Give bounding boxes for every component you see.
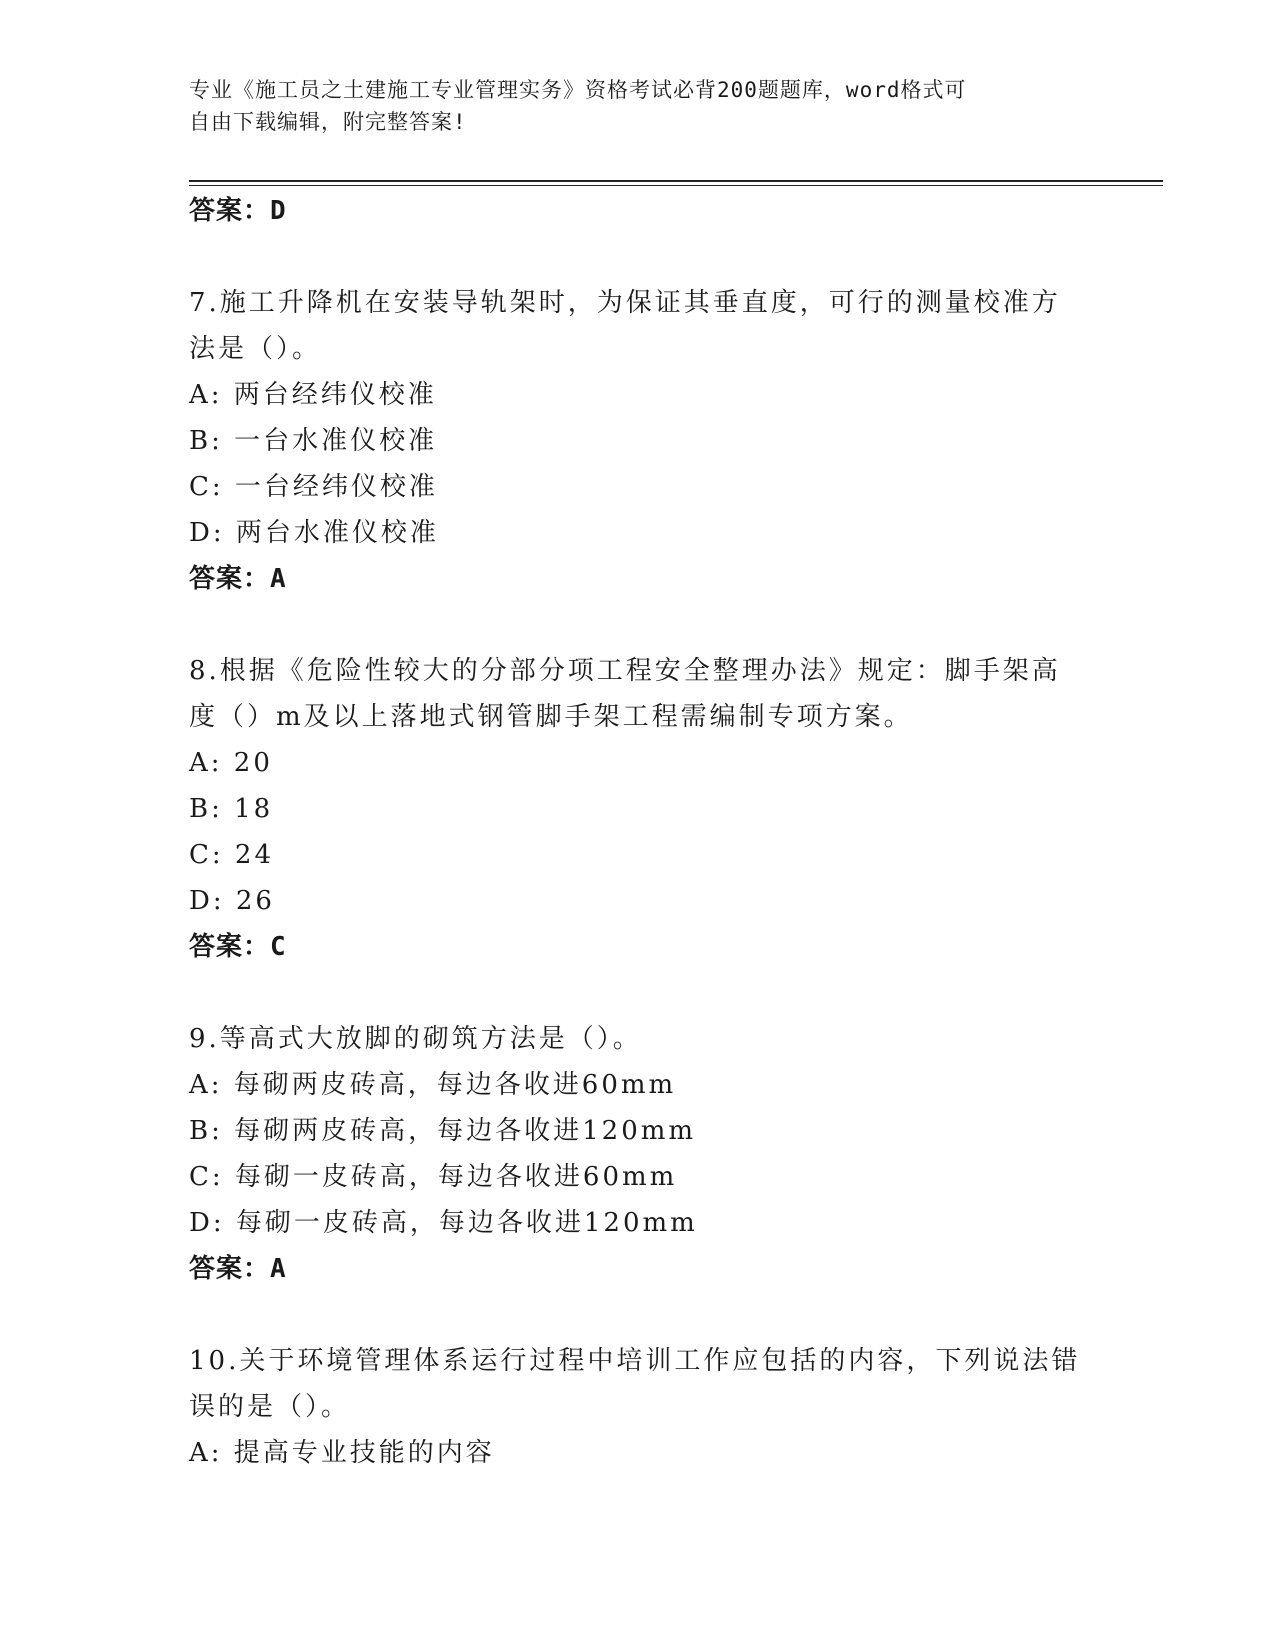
option-a: A: 每砌两皮砖高，每边各收进60mm [189,1070,677,1100]
option-b: B: 每砌两皮砖高，每边各收进120mm [189,1116,697,1146]
question-7 [189,280,1089,602]
question-list [189,188,1089,1476]
option-a: A: 20 [189,748,273,778]
header-line-2: 自由下载编辑，附完整答案! [189,110,467,134]
document-header [189,74,1089,138]
option-c: C: 一台经纬仪校准 [189,472,438,502]
question-text: 8.根据《危险性较大的分部分项工程安全整理办法》规定：脚手架高 [189,656,1061,686]
question-text: 7.施工升降机在安装导轨架时，为保证其垂直度，可行的测量校准方 [189,288,1061,318]
option-d: D: 两台水准仪校准 [189,518,439,548]
question-text: 10.关于环境管理体系运行过程中培训工作应包括的内容，下列说法错 [189,1346,1081,1376]
question-text: 度（）m及以上落地式钢管脚手架工程需编制专项方案。 [189,702,913,732]
spacer [189,602,1089,648]
answer-line: 答案：A [189,564,287,594]
option-d: D: 26 [189,886,275,916]
spacer [189,970,1089,1016]
option-c: C: 每砌一皮砖高，每边各收进60mm [189,1162,678,1192]
answer-line: 答案：A [189,1254,287,1284]
option-c: C: 24 [189,840,275,870]
question-10 [189,1338,1089,1476]
question-text: 9.等高式大放脚的砌筑方法是（）。 [189,1024,642,1054]
answer-line: 答案：D [189,196,287,226]
header-rule-thin [189,185,1163,186]
question-text: 法是（）。 [189,334,322,364]
option-a: A: 提高专业技能的内容 [189,1438,495,1468]
question-9 [189,1016,1089,1292]
spacer [189,1292,1089,1338]
question-8 [189,648,1089,970]
option-b: B: 一台水准仪校准 [189,426,438,456]
spacer [189,234,1089,280]
answer-line: 答案：C [189,932,287,962]
option-d: D: 每砌一皮砖高，每边各收进120mm [189,1208,698,1238]
question-text: 误的是（）。 [189,1392,351,1422]
header-line-1: 专业《施工员之土建施工专业管理实务》资格考试必背200题题库，word格式可 [189,78,967,102]
header-rule-thick [189,180,1163,182]
option-b: B: 18 [189,794,274,824]
option-a: A: 两台经纬仪校准 [189,380,437,410]
